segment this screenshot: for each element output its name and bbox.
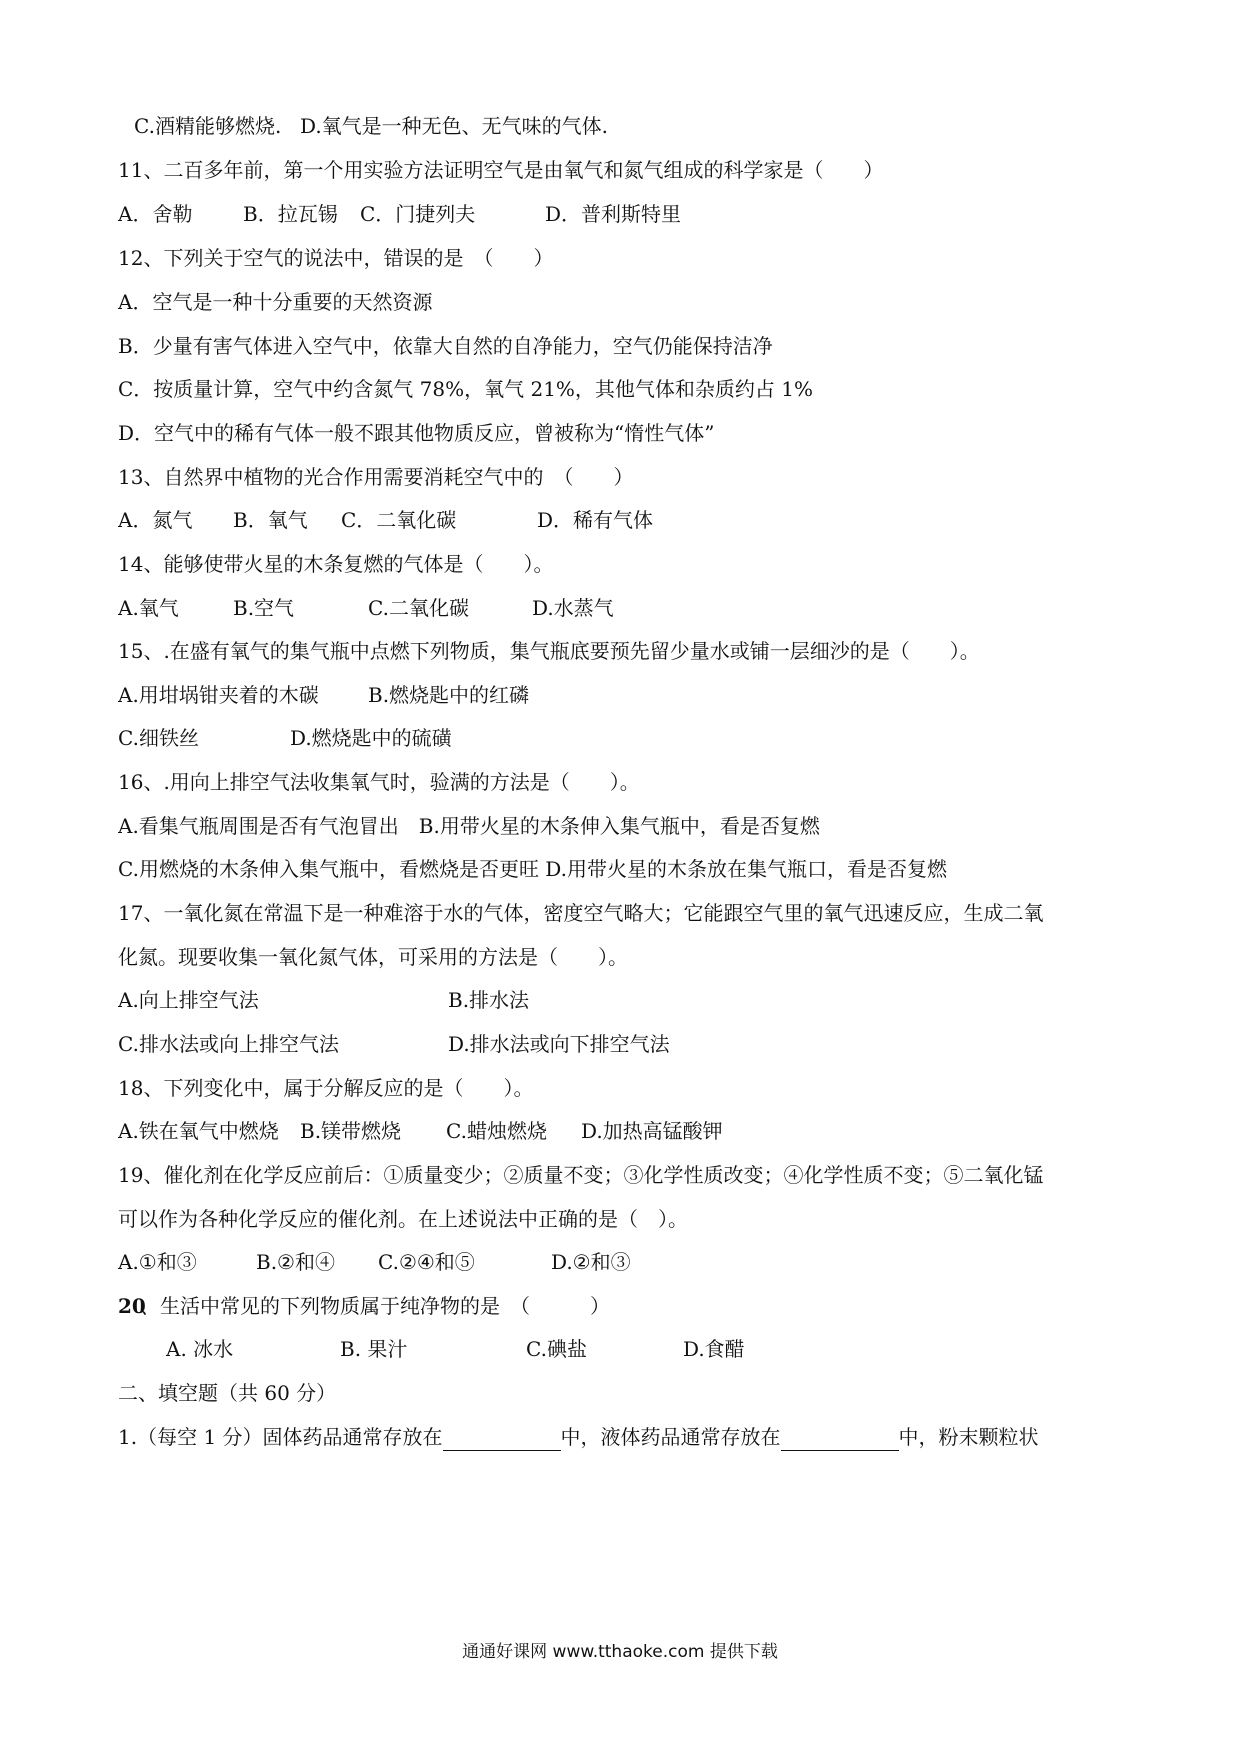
option-text: A. 冰水 xyxy=(166,1337,234,1361)
q11-options xyxy=(118,200,1128,228)
option-text: C.细铁丝 xyxy=(118,726,199,750)
option-text: C.②④和⑤ xyxy=(378,1250,475,1274)
option-text: D.排水法或向下排空气法 xyxy=(448,1032,670,1056)
q17-stem-2 xyxy=(118,943,1128,971)
option-text: D.②和③ xyxy=(551,1250,631,1274)
option-text: B.排水法 xyxy=(448,988,530,1012)
option-text: A.用坩埚钳夹着的木碳 xyxy=(118,683,319,707)
q15-options-ab xyxy=(118,681,1128,709)
option-text: 、生活中常见的下列物质属于纯净物的是 （ ） xyxy=(140,1294,610,1318)
option-text: C．二氧化碳 xyxy=(341,508,457,532)
q20-stem xyxy=(118,1292,1128,1320)
option-text: C.碘盐 xyxy=(526,1337,587,1361)
option-text: D.加热高锰酸钾 xyxy=(581,1119,723,1143)
q19-stem-2 xyxy=(118,1205,1128,1233)
option-text: C.酒精能够燃烧. xyxy=(134,114,282,138)
line-text: C.用燃烧的木条伸入集气瓶中，看燃烧是否更旺 D.用带火星的木条放在集气瓶口，看是否复燃 xyxy=(118,857,947,881)
option-text: A.铁在氧气中燃烧 xyxy=(118,1119,279,1143)
fill-q1 xyxy=(118,1423,1128,1451)
option-text: D．普利斯特里 xyxy=(545,202,682,226)
line-text: 1.（每空 1 分）固体药品通常存放在 xyxy=(118,1425,443,1449)
q17-stem-1 xyxy=(118,899,1128,927)
option-text: D.燃烧匙中的硫磺 xyxy=(290,726,452,750)
q13-stem xyxy=(118,463,1128,491)
option-text: A．舍勒 xyxy=(118,202,193,226)
option-text: B.镁带燃烧 xyxy=(300,1119,402,1143)
line-text: 17、一氧化氮在常温下是一种难溶于水的气体，密度空气略大；它能跟空气里的氧气迅速反应，生成二氧 xyxy=(118,901,1044,925)
q16-options-ab xyxy=(118,812,1128,840)
option-text: B.燃烧匙中的红磷 xyxy=(368,683,530,707)
option-text: C.二氧化碳 xyxy=(368,596,469,620)
option-text: B．氧气 xyxy=(233,508,308,532)
line-text: 14、能够使带火星的木条复燃的气体是（ ）。 xyxy=(118,552,554,576)
q13-options xyxy=(118,506,1128,534)
q14-stem xyxy=(118,550,1128,578)
q19-options xyxy=(118,1248,1128,1276)
q18-options xyxy=(118,1117,1128,1145)
line-text: 19、催化剂在化学反应前后：①质量变少；②质量不变；③化学性质改变；④化学性质不变；⑤二氧化锰 xyxy=(118,1163,1044,1187)
option-text: 20 xyxy=(118,1294,146,1318)
line-text: 可以作为各种化学反应的催化剂。在上述说法中正确的是（ ）。 xyxy=(118,1207,688,1231)
option-text: B.②和④ xyxy=(256,1250,335,1274)
q16-options-cd xyxy=(118,855,1128,883)
q12-option-a xyxy=(118,288,1128,316)
option-text: A.向上排空气法 xyxy=(118,988,259,1012)
line-text: A.看集气瓶周围是否有气泡冒出 B.用带火星的木条伸入集气瓶中，看是否复燃 xyxy=(118,814,820,838)
option-text: B.空气 xyxy=(233,596,295,620)
line-text: 中，粉末颗粒状 xyxy=(898,1425,1039,1449)
option-text: C.排水法或向上排空气法 xyxy=(118,1032,339,1056)
option-text: B. 果汁 xyxy=(340,1337,408,1361)
q15-stem xyxy=(118,637,1128,665)
q12-option-d xyxy=(118,419,1128,447)
q10-options-cd xyxy=(118,112,1128,140)
line-text: C．按质量计算，空气中约含氮气 78%，氧气 21%，其他气体和杂质约占 1% xyxy=(118,377,814,401)
q19-stem-1 xyxy=(118,1161,1128,1189)
q12-option-b xyxy=(118,332,1128,360)
q11-stem xyxy=(118,156,1128,184)
option-text: C．门捷列夫 xyxy=(360,202,476,226)
line-text: 12、下列关于空气的说法中，错误的是 （ ） xyxy=(118,246,554,270)
line-text: 11、二百多年前，第一个用实验方法证明空气是由氧气和氮气组成的科学家是（ ） xyxy=(118,158,884,182)
option-text: A．氮气 xyxy=(118,508,193,532)
option-text: C.蜡烛燃烧 xyxy=(446,1119,547,1143)
line-text: 16、.用向上排空气法收集氧气时，验满的方法是（ ）。 xyxy=(118,770,640,794)
q16-stem xyxy=(118,768,1128,796)
line-text: D．空气中的稀有气体一般不跟其他物质反应，曾被称为“惰性气体” xyxy=(118,421,715,445)
line-text: A．空气是一种十分重要的天然资源 xyxy=(118,290,433,314)
line-text: B．少量有害气体进入空气中，依靠大自然的自净能力，空气仍能保持洁净 xyxy=(118,334,773,358)
line-text: 13、自然界中植物的光合作用需要消耗空气中的 （ ） xyxy=(118,465,634,489)
line-text: 二、填空题（共 60 分） xyxy=(118,1381,337,1405)
q18-stem xyxy=(118,1074,1128,1102)
q12-option-c xyxy=(118,375,1128,403)
option-text: D.食醋 xyxy=(683,1337,745,1361)
option-text: A.氧气 xyxy=(118,596,179,620)
answer-blank[interactable] xyxy=(443,1428,561,1451)
answer-blank[interactable] xyxy=(781,1428,899,1451)
line-text: 化氮。现要收集一氧化氮气体，可采用的方法是（ ）。 xyxy=(118,945,628,969)
q20-options xyxy=(118,1335,1128,1363)
option-text: D.水蒸气 xyxy=(532,596,614,620)
option-text: B．拉瓦锡 xyxy=(243,202,338,226)
option-text: D．稀有气体 xyxy=(537,508,654,532)
q14-options xyxy=(118,594,1128,622)
section-2-heading xyxy=(118,1379,1128,1407)
q12-stem xyxy=(118,244,1128,272)
option-text: D.氧气是一种无色、无气味的气体. xyxy=(300,114,609,138)
q15-options-cd xyxy=(118,724,1128,752)
option-text: A.①和③ xyxy=(118,1250,197,1274)
q17-options-cd xyxy=(118,1030,1128,1058)
line-text: 中，液体药品通常存放在 xyxy=(560,1425,781,1449)
line-text: 15、.在盛有氧气的集气瓶中点燃下列物质，集气瓶底要预先留少量水或铺一层细沙的是（ ）。 xyxy=(118,639,980,663)
line-text: 18、下列变化中，属于分解反应的是（ ）。 xyxy=(118,1076,534,1100)
q17-options-ab xyxy=(118,986,1128,1014)
page-footer: 通通好课网 www.tthaoke.com 提供下载 xyxy=(462,1642,778,1662)
